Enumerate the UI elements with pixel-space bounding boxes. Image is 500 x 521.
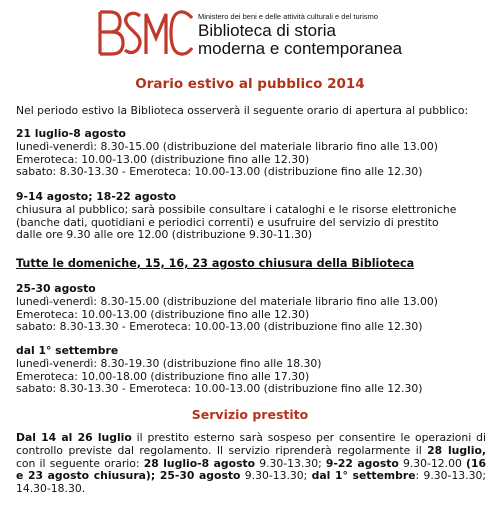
loan-period: 28 luglio-8 agosto bbox=[143, 456, 256, 470]
loan-period: 9-22 agosto bbox=[325, 456, 399, 470]
bsmc-logo-icon bbox=[96, 8, 196, 58]
header bbox=[96, 8, 476, 64]
period-line: Emeroteca: 10.00-18.00 (distribuzione fino alle 17.30) bbox=[16, 369, 310, 383]
period-line: lunedì-venerdì: 8.30-15.00 (distribuzione del materiale librario fino alle 13.00) bbox=[16, 294, 438, 308]
loan-service-text bbox=[16, 432, 486, 496]
period-line: lunedì-venerdì: 8.30-15.00 (distribuzione del materiale librario fino alle 13.00) bbox=[16, 139, 438, 153]
period-heading: 25-30 agosto bbox=[16, 282, 96, 295]
loan-period: dal 1° settembre bbox=[311, 469, 416, 483]
period-line: Emeroteca: 10.00-13.00 (distribuzione fino alle 12.30) bbox=[16, 307, 310, 321]
period-heading: 21 luglio-8 agosto bbox=[16, 127, 126, 140]
period-heading: 9-14 agosto; 18-22 agosto bbox=[16, 190, 177, 203]
period-block bbox=[16, 128, 486, 179]
period-line: dalle ore 9.30 alle ore 12.00 (distribuzione 9.30-11.30) bbox=[16, 228, 313, 242]
page-title: Orario estivo al pubblico 2014 bbox=[135, 76, 365, 92]
period-block bbox=[16, 345, 486, 396]
header-text bbox=[198, 12, 483, 58]
loan-service-title: Servizio prestito bbox=[191, 407, 309, 422]
loan-hours: 9.30-13.30; bbox=[255, 456, 326, 470]
period-line: sabato: 8.30-13.30 - Emeroteca: 10.00-13.00 (distribuzione fino alle 12.30) bbox=[16, 165, 423, 179]
loan-hours: 9.30-13.30; bbox=[240, 469, 312, 483]
loan-period: (16 e 23 agosto chiusura); 25-30 agosto bbox=[16, 456, 486, 483]
period-block bbox=[16, 191, 486, 242]
sunday-closure-notice: Tutte le domeniche, 15, 16, 23 agosto chiusura della Biblioteca bbox=[16, 257, 415, 270]
period-line: sabato: 8.30-13.30 - Emeroteca: 10.00-13.00 (distribuzione fino alle 12.30) bbox=[16, 382, 423, 396]
period-line: Emeroteca: 10.00-13.00 (distribuzione fino alle 12.30) bbox=[16, 152, 310, 166]
loan-hours: : 9.30-13.30; 14.30-18.30. bbox=[16, 469, 486, 496]
period-line: chiusura al pubblico; sarà possibile consultare i cataloghi e le risorse elettroniche bbox=[16, 202, 457, 216]
intro-text: Nel periodo estivo la Biblioteca osserverà il seguente orario di apertura al pubblico: bbox=[16, 104, 469, 117]
period-block bbox=[16, 283, 486, 334]
period-line: (banche dati, quotidiani e periodici correnti) e usufruire del servizio di prestito bbox=[16, 215, 439, 229]
period-line: sabato: 8.30-13.30 - Emeroteca: 10.00-13.00 (distribuzione fino alle 12.30) bbox=[16, 320, 423, 334]
period-line: lunedì-venerdì: 8.30-19.30 (distribuzione fino alle 18.30) bbox=[16, 356, 322, 370]
loan-suspension-dates: Dal 14 al 26 luglio bbox=[16, 431, 132, 444]
loan-text: con il seguente orario: bbox=[16, 456, 144, 470]
loan-text: il prestito esterno sarà sospeso per consentire le operazioni di controllo previste dal regolamento. Il servizio riprenderà regolarmente il bbox=[16, 431, 486, 457]
ministry-name: Ministero dei beni e delle attività culturali e del turismo bbox=[198, 12, 378, 21]
library-name-line1: Biblioteca di storia bbox=[198, 21, 336, 40]
loan-hours: 9.30-12.00 bbox=[398, 456, 467, 470]
loan-resume-date: 28 luglio, bbox=[427, 443, 486, 457]
period-heading: dal 1° settembre bbox=[16, 344, 119, 357]
library-name-line2: moderna e contemporanea bbox=[198, 39, 403, 58]
